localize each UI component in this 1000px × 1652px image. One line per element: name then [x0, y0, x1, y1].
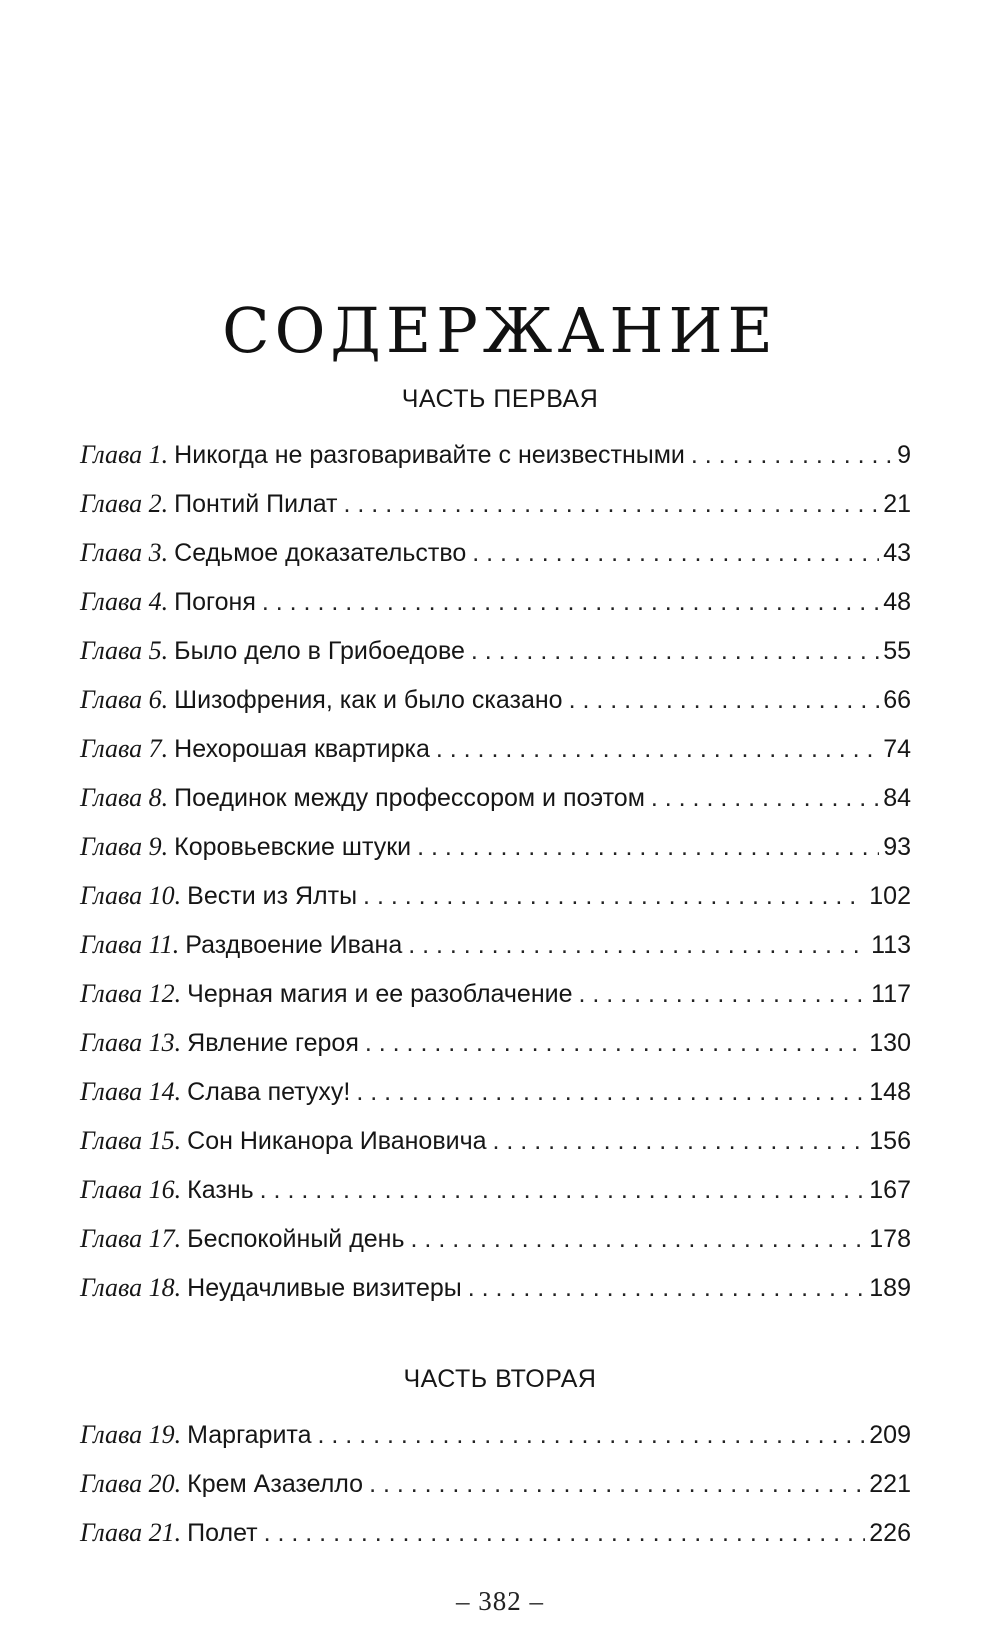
- toc-entry: [80, 881, 911, 930]
- toc-entry: [80, 979, 911, 1028]
- chapter-label: Глава 13.: [80, 1028, 182, 1057]
- chapter-title: Раздвоение Ивана: [185, 931, 403, 959]
- chapter-page-number: 55: [883, 637, 911, 665]
- chapter-label: Глава 2.: [80, 489, 169, 518]
- chapter-label: Глава 19.: [80, 1420, 182, 1449]
- dot-leader: [569, 686, 880, 715]
- chapter-page-number: 167: [869, 1176, 911, 1204]
- chapter-title: Вести из Ялты: [187, 882, 358, 910]
- chapter-title: Было дело в Грибоедове: [174, 637, 465, 665]
- chapter-page-number: 178: [869, 1225, 911, 1253]
- toc-entry: [80, 832, 911, 881]
- toc-entry: [80, 1175, 911, 1224]
- dot-leader: [472, 539, 879, 568]
- chapter-title: Слава петуху!: [187, 1078, 351, 1106]
- chapter-page-number: 9: [897, 441, 911, 469]
- dot-leader: [471, 637, 879, 666]
- chapter-title: Коровьевские штуки: [174, 833, 412, 861]
- toc-entry: [80, 1126, 911, 1175]
- toc-list-part-two: [80, 1420, 911, 1567]
- toc-entry: [80, 1420, 911, 1469]
- chapter-page-number: 113: [871, 931, 911, 959]
- chapter-page-number: 84: [883, 784, 911, 812]
- chapter-page-number: 209: [869, 1421, 911, 1449]
- dot-leader: [369, 1470, 865, 1499]
- chapter-label: Глава 15.: [80, 1126, 182, 1155]
- part-heading-second: ЧАСТЬ ВТОРАЯ: [403, 1365, 597, 1393]
- toc-entry: [80, 1273, 911, 1322]
- dot-leader: [318, 1421, 866, 1450]
- chapter-label: Глава 1.: [80, 440, 169, 469]
- toc-entry: [80, 1077, 911, 1126]
- toc-entry: [80, 930, 911, 979]
- chapter-label: Глава 17.: [80, 1224, 182, 1253]
- chapter-page-number: 117: [871, 980, 911, 1008]
- chapter-title: Нехорошая квартирка: [174, 735, 430, 763]
- dot-leader: [411, 1225, 866, 1254]
- chapter-page-number: 156: [869, 1127, 911, 1155]
- page-number-footer: – 382 –: [456, 1586, 544, 1616]
- toc-entry: [80, 538, 911, 587]
- toc-entry: [80, 1224, 911, 1273]
- chapter-title: Крем Азазелло: [187, 1470, 364, 1498]
- chapter-page-number: 130: [869, 1029, 911, 1057]
- chapter-label: Глава 5.: [80, 636, 169, 665]
- chapter-page-number: 43: [883, 539, 911, 567]
- dot-leader: [260, 1176, 866, 1205]
- chapter-label: Глава 18.: [80, 1273, 182, 1302]
- chapter-page-number: 48: [883, 588, 911, 616]
- toc-entry: [80, 1469, 911, 1518]
- toc-entry: [80, 440, 911, 489]
- chapter-label: Глава 16.: [80, 1175, 182, 1204]
- toc-entry: [80, 587, 911, 636]
- chapter-page-number: 66: [883, 686, 911, 714]
- chapter-label: Глава 7.: [80, 734, 169, 763]
- dot-leader: [493, 1127, 866, 1156]
- chapter-title: Черная магия и ее разоблачение: [187, 980, 573, 1008]
- dot-leader: [264, 1519, 866, 1548]
- chapter-label: Глава 8.: [80, 783, 169, 812]
- toc-entry: [80, 783, 911, 832]
- chapter-page-number: 102: [869, 882, 911, 910]
- chapter-title: Беспокойный день: [187, 1225, 405, 1253]
- dot-leader: [356, 1078, 865, 1107]
- chapter-title: Шизофрения, как и было сказано: [174, 686, 563, 714]
- chapter-label: Глава 21.: [80, 1518, 182, 1547]
- toc-entry: [80, 489, 911, 538]
- chapter-title: Понтий Пилат: [174, 490, 338, 518]
- chapter-page-number: 189: [869, 1274, 911, 1302]
- dot-leader: [579, 980, 868, 1009]
- chapter-label: Глава 4.: [80, 587, 169, 616]
- chapter-page-number: 21: [883, 490, 911, 518]
- dot-leader: [417, 833, 879, 862]
- toc-entry: [80, 636, 911, 685]
- chapter-label: Глава 20.: [80, 1469, 182, 1498]
- dot-leader: [691, 441, 893, 470]
- chapter-title: Погоня: [174, 588, 256, 616]
- dot-leader: [408, 931, 867, 960]
- part-heading-first: ЧАСТЬ ПЕРВАЯ: [401, 385, 599, 413]
- chapter-title: Маргарита: [187, 1421, 312, 1449]
- chapter-title: Казнь: [187, 1176, 254, 1204]
- dot-leader: [363, 882, 865, 911]
- chapter-title: Седьмое доказательство: [174, 539, 467, 567]
- chapter-title: Неудачливые визитеры: [187, 1274, 462, 1302]
- chapter-label: Глава 14.: [80, 1077, 182, 1106]
- chapter-title: Сон Никанора Ивановича: [187, 1127, 487, 1155]
- chapter-page-number: 74: [883, 735, 911, 763]
- chapter-page-number: 221: [869, 1470, 911, 1498]
- toc-entry: [80, 1518, 911, 1567]
- dot-leader: [262, 588, 879, 617]
- chapter-page-number: 226: [869, 1519, 911, 1547]
- chapter-page-number: 93: [883, 833, 911, 861]
- chapter-title: Явление героя: [187, 1029, 359, 1057]
- dot-leader: [365, 1029, 865, 1058]
- dot-leader: [651, 784, 879, 813]
- chapter-label: Глава 9.: [80, 832, 169, 861]
- toc-entry: [80, 734, 911, 783]
- chapter-label: Глава 11.: [80, 930, 180, 959]
- page-title: СОДЕРЖАНИЕ: [222, 293, 778, 367]
- chapter-title: Полет: [187, 1519, 258, 1547]
- chapter-title: Поединок между профессором и поэтом: [174, 784, 645, 812]
- chapter-label: Глава 10.: [80, 881, 182, 910]
- dot-leader: [468, 1274, 866, 1303]
- chapter-label: Глава 6.: [80, 685, 169, 714]
- chapter-title: Никогда не разговаривайте с неизвестными: [174, 441, 685, 469]
- dot-leader: [436, 735, 879, 764]
- chapter-page-number: 148: [869, 1078, 911, 1106]
- toc-entry: [80, 685, 911, 734]
- chapter-label: Глава 3.: [80, 538, 169, 567]
- toc-list-part-one: [80, 440, 911, 1322]
- toc-entry: [80, 1028, 911, 1077]
- chapter-label: Глава 12.: [80, 979, 182, 1008]
- dot-leader: [344, 490, 880, 519]
